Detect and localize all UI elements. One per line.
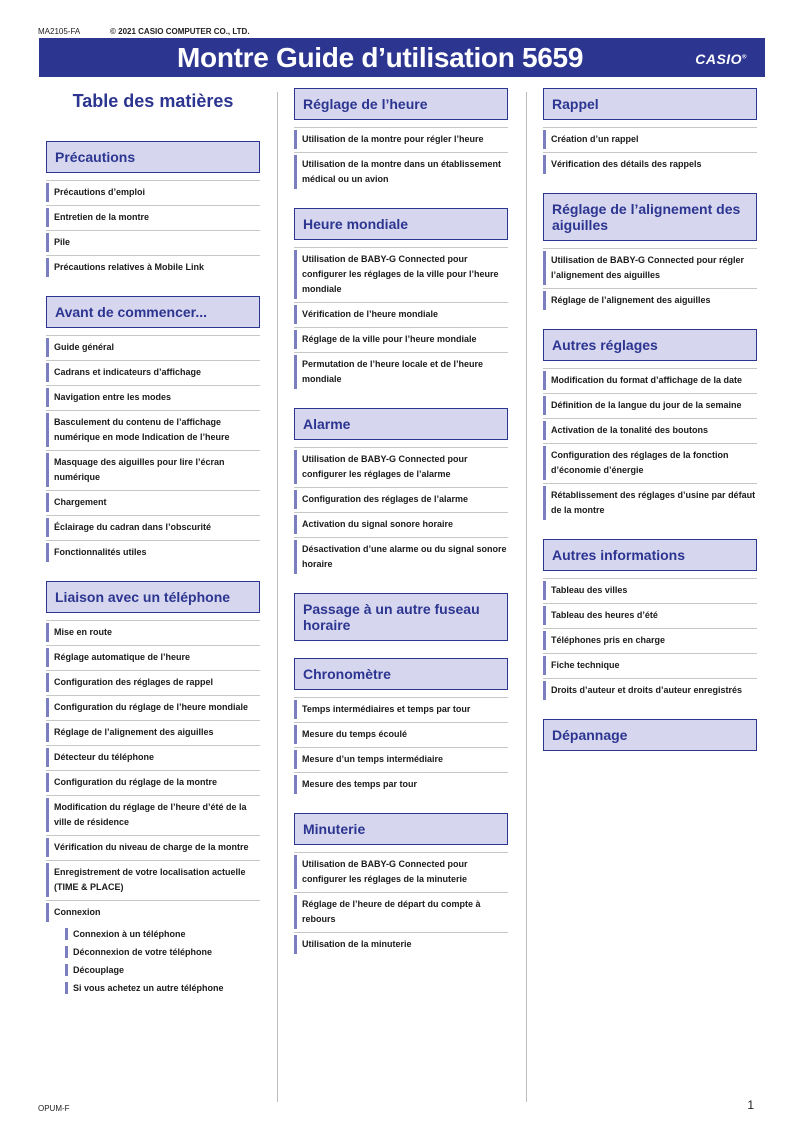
item-marker xyxy=(46,338,49,357)
toc-link-label: Enregistrement de votre localisation actuelle (TIME & PLACE) xyxy=(54,867,246,892)
toc-link[interactable] xyxy=(46,860,260,899)
toc-link[interactable] xyxy=(294,697,508,721)
toc-link[interactable] xyxy=(294,722,508,746)
item-marker xyxy=(543,486,546,520)
item-marker xyxy=(46,623,49,642)
toc-link[interactable] xyxy=(46,335,260,359)
toc-link[interactable] xyxy=(46,410,260,449)
page-number: 1 xyxy=(747,1098,754,1112)
copyright-notice: © 2021 CASIO COMPUTER CO., LTD. xyxy=(110,27,250,36)
section-items xyxy=(543,578,757,702)
toc-link-label: Connexion xyxy=(54,907,101,917)
section-items xyxy=(294,852,508,956)
item-marker xyxy=(294,700,297,719)
toc-link-label: Basculement du contenu de l’affichage numérique en mode Indication de l’heure xyxy=(54,417,230,442)
toc-link[interactable] xyxy=(46,745,260,769)
section-heading-reglage-de-l-alignement-des-aiguilles[interactable]: Réglage de l’alignement des aiguilles xyxy=(543,193,757,241)
item-marker xyxy=(294,855,297,889)
toc-link[interactable] xyxy=(46,620,260,644)
toc-link[interactable] xyxy=(46,720,260,744)
subitem-marker xyxy=(65,964,68,976)
section-items xyxy=(46,335,260,564)
section-heading-heure-mondiale[interactable]: Heure mondiale xyxy=(294,208,508,240)
toc-link-label: Réglage de l’alignement des aiguilles xyxy=(551,295,711,305)
toc-link[interactable] xyxy=(46,180,260,204)
section-items xyxy=(543,127,757,176)
item-marker xyxy=(543,581,546,600)
item-marker xyxy=(46,698,49,717)
item-marker xyxy=(543,446,546,480)
toc-link[interactable] xyxy=(46,205,260,229)
toc-link-label: Réglage de l’heure de départ du compte à rebours xyxy=(302,899,481,924)
section-items xyxy=(543,368,757,522)
toc-link-label: Guide général xyxy=(54,342,115,352)
item-marker xyxy=(46,413,49,447)
toc-link[interactable] xyxy=(46,645,260,669)
toc-link[interactable] xyxy=(294,447,508,486)
item-marker xyxy=(46,493,49,512)
toc-link-label: Configuration du réglage de la montre xyxy=(54,777,218,787)
document-title: Montre Guide d’utilisation 5659 xyxy=(177,42,584,73)
item-marker xyxy=(46,233,49,252)
section-heading-passage-a-un-autre-fuseau-horaire[interactable]: Passage à un autre fuseau horaire xyxy=(294,593,508,641)
toc-link[interactable] xyxy=(294,247,508,301)
subitem-marker xyxy=(65,946,68,958)
section-heading-chronometre[interactable]: Chronomètre xyxy=(294,658,508,690)
item-marker xyxy=(46,838,49,857)
toc-link-label: Utilisation de BABY-G Connected pour configurer les réglages de la ville pour l’heure mondiale xyxy=(302,254,499,294)
toc-link-label: Réglage de la ville pour l’heure mondiale xyxy=(302,334,477,344)
toc-link[interactable] xyxy=(46,515,260,539)
toc-link-label: Vérification de l’heure mondiale xyxy=(302,309,439,319)
toc-link[interactable] xyxy=(294,352,508,391)
toc-link[interactable] xyxy=(543,393,757,417)
toc-link[interactable] xyxy=(46,360,260,384)
item-marker xyxy=(46,723,49,742)
section-heading-autres-informations[interactable]: Autres informations xyxy=(543,539,757,571)
item-marker xyxy=(294,355,297,389)
item-marker xyxy=(543,421,546,440)
registered-mark: ® xyxy=(742,54,747,61)
item-marker xyxy=(294,330,297,349)
toc-link-label: Utilisation de la minuterie xyxy=(302,939,412,949)
toc-link-label: Vérification du niveau de charge de la montre xyxy=(54,842,249,852)
item-marker xyxy=(543,681,546,700)
toc-link-label: Activation du signal sonore horaire xyxy=(302,519,454,529)
section-heading-precautions[interactable]: Précautions xyxy=(46,141,260,173)
item-marker xyxy=(543,291,546,310)
section-heading-alarme[interactable]: Alarme xyxy=(294,408,508,440)
item-marker xyxy=(543,606,546,625)
toc-link-label: Fonctionnalités utiles xyxy=(54,547,147,557)
toc-link[interactable] xyxy=(294,932,508,956)
toc-link[interactable] xyxy=(46,795,260,834)
item-marker xyxy=(294,155,297,189)
section-heading-autres-reglages[interactable]: Autres réglages xyxy=(543,329,757,361)
toc-link[interactable] xyxy=(46,695,260,719)
toc-link-label: Entretien de la montre xyxy=(54,212,150,222)
toc-link[interactable] xyxy=(46,450,260,489)
item-marker xyxy=(543,130,546,149)
item-marker xyxy=(294,775,297,794)
toc-link-label: Précautions d’emploi xyxy=(54,187,146,197)
toc-link[interactable] xyxy=(46,835,260,859)
toc-link-label: Masquage des aiguilles pour lire l’écran numérique xyxy=(54,457,225,482)
section-items xyxy=(294,697,508,796)
item-marker xyxy=(46,183,49,202)
toc-link-label: Configuration des réglages de la fonction d’économie d’énergie xyxy=(551,450,729,475)
toc-link[interactable] xyxy=(46,490,260,514)
section-items xyxy=(294,247,508,391)
section-items xyxy=(46,180,260,279)
item-marker xyxy=(46,518,49,537)
toc-sublink-label: Si vous achetez un autre téléphone xyxy=(73,983,224,993)
toc-link-label: Droits d’auteur et droits d’auteur enregistrés xyxy=(551,685,743,695)
section-items xyxy=(294,447,508,576)
toc-link-label: Navigation entre les modes xyxy=(54,392,172,402)
toc-link-label: Pile xyxy=(54,237,71,247)
toc-link-label: Tableau des villes xyxy=(551,585,628,595)
section-heading-reglage-de-l-heure[interactable]: Réglage de l’heure xyxy=(294,88,508,120)
toc-link-label: Définition de la langue du jour de la semaine xyxy=(551,400,742,410)
toc-link[interactable] xyxy=(294,747,508,771)
toc-link[interactable] xyxy=(543,152,757,176)
item-marker xyxy=(294,935,297,954)
item-marker xyxy=(294,515,297,534)
toc-column-2 xyxy=(294,88,508,973)
item-marker xyxy=(46,363,49,382)
toc-link[interactable] xyxy=(294,127,508,151)
toc-link[interactable] xyxy=(543,368,757,392)
toc-link[interactable] xyxy=(294,302,508,326)
item-marker xyxy=(46,863,49,897)
toc-link-label: Utilisation de BABY-G Connected pour configurer les réglages de la minuterie xyxy=(302,859,468,884)
item-marker xyxy=(294,250,297,299)
item-marker xyxy=(46,648,49,667)
toc-sublink[interactable] xyxy=(46,943,260,961)
toc-sublink[interactable] xyxy=(46,925,260,943)
item-marker xyxy=(294,130,297,149)
toc-link[interactable] xyxy=(46,230,260,254)
item-marker xyxy=(294,725,297,744)
toc-link[interactable] xyxy=(543,678,757,702)
item-marker xyxy=(543,371,546,390)
column-divider xyxy=(277,92,278,1102)
toc-link-label: Activation de la tonalité des boutons xyxy=(551,425,709,435)
toc-link[interactable] xyxy=(46,255,260,279)
section-heading-rappel[interactable]: Rappel xyxy=(543,88,757,120)
item-marker xyxy=(46,453,49,487)
toc-title: Table des matières xyxy=(72,91,234,111)
item-marker xyxy=(294,305,297,324)
title-banner xyxy=(39,38,765,77)
item-marker xyxy=(294,540,297,574)
toc-link-label: Tableau des heures d’été xyxy=(551,610,658,620)
toc-link-label: Fiche technique xyxy=(551,660,620,670)
item-marker xyxy=(543,656,546,675)
section-items xyxy=(294,127,508,191)
toc-link-label: Mesure des temps par tour xyxy=(302,779,418,789)
toc-link[interactable] xyxy=(46,670,260,694)
item-marker xyxy=(46,673,49,692)
item-marker xyxy=(46,388,49,407)
toc-link-label: Utilisation de la montre pour régler l’heure xyxy=(302,134,484,144)
toc-link[interactable] xyxy=(543,288,757,312)
toc-link-label: Utilisation de BABY-G Connected pour régler l’alignement des aiguilles xyxy=(551,255,745,280)
section-heading-minuterie[interactable]: Minuterie xyxy=(294,813,508,845)
section-items xyxy=(46,620,260,997)
toc-sublink[interactable] xyxy=(46,979,260,997)
section-heading-depannage[interactable]: Dépannage xyxy=(543,719,757,751)
item-marker xyxy=(294,490,297,509)
toc-link[interactable] xyxy=(294,512,508,536)
toc-link[interactable] xyxy=(543,483,757,522)
toc-link[interactable] xyxy=(46,540,260,564)
toc-link-label: Précautions relatives à Mobile Link xyxy=(54,262,205,272)
toc-link[interactable] xyxy=(294,152,508,191)
toc-link-label: Cadrans et indicateurs d’affichage xyxy=(54,367,202,377)
toc-link-label: Réglage de l’alignement des aiguilles xyxy=(54,727,214,737)
logo-text: CASIO xyxy=(695,51,743,67)
subitem-marker xyxy=(65,928,68,940)
document-code: MA2105-FA xyxy=(38,27,81,36)
toc-link-label: Éclairage du cadran dans l’obscurité xyxy=(54,522,212,532)
toc-link-label: Mise en route xyxy=(54,627,113,637)
toc-sublink-label: Connexion à un téléphone xyxy=(73,929,186,939)
toc-link[interactable] xyxy=(543,603,757,627)
toc-link[interactable] xyxy=(294,772,508,796)
item-marker xyxy=(294,450,297,484)
toc-link-label: Création d’un rappel xyxy=(551,134,639,144)
toc-link[interactable] xyxy=(543,248,757,287)
toc-link[interactable] xyxy=(294,327,508,351)
toc-sublink-label: Déconnexion de votre téléphone xyxy=(73,947,213,957)
column-divider xyxy=(526,92,527,1102)
subitem-marker xyxy=(65,982,68,994)
toc-link[interactable] xyxy=(543,443,757,482)
toc-link[interactable] xyxy=(294,852,508,891)
toc-link-label: Rétablissement des réglages d’usine par défaut de la montre xyxy=(551,490,756,515)
toc-link-label: Modification du format d’affichage de la date xyxy=(551,375,743,385)
toc-link[interactable] xyxy=(294,537,508,576)
item-marker xyxy=(543,631,546,650)
toc-sublink[interactable] xyxy=(46,961,260,979)
item-marker xyxy=(543,155,546,174)
toc-sublink-label: Découplage xyxy=(73,965,125,975)
toc-column-1 xyxy=(46,88,260,1014)
item-marker xyxy=(46,258,49,277)
item-marker xyxy=(294,895,297,929)
toc-link-label: Permutation de l’heure locale et de l’heure mondiale xyxy=(302,359,484,384)
toc-link-label: Détecteur du téléphone xyxy=(54,752,155,762)
section-heading-liaison-avec-un-telephone[interactable]: Liaison avec un téléphone xyxy=(46,581,260,613)
toc-link-label: Temps intermédiaires et temps par tour xyxy=(302,704,471,714)
footer-code: OPUM-F xyxy=(38,1104,70,1113)
toc-link[interactable] xyxy=(543,418,757,442)
toc-column-3 xyxy=(543,88,757,768)
item-marker xyxy=(543,251,546,285)
toc-link-label: Modification du réglage de l’heure d’été de la ville de résidence xyxy=(54,802,247,827)
toc-link[interactable] xyxy=(46,385,260,409)
item-marker xyxy=(46,748,49,767)
toc-link[interactable] xyxy=(543,628,757,652)
item-marker xyxy=(46,798,49,832)
item-marker xyxy=(46,543,49,562)
section-heading-avant-de-commencer[interactable]: Avant de commencer... xyxy=(46,296,260,328)
item-marker xyxy=(294,750,297,769)
item-marker xyxy=(46,903,49,922)
toc-link-label: Vérification des détails des rappels xyxy=(551,159,702,169)
casio-logo xyxy=(695,51,747,67)
toc-link-label: Configuration des réglages de l’alarme xyxy=(302,494,469,504)
toc-link[interactable] xyxy=(294,487,508,511)
toc-link-label: Téléphones pris en charge xyxy=(551,635,666,645)
toc-link[interactable] xyxy=(46,770,260,794)
toc-link-label: Configuration des réglages de rappel xyxy=(54,677,214,687)
toc-link[interactable] xyxy=(46,900,260,924)
toc-link-label: Utilisation de la montre dans un établissement médical ou un avion xyxy=(302,159,502,184)
toc-link[interactable] xyxy=(543,127,757,151)
toc-link[interactable] xyxy=(543,653,757,677)
toc-link-label: Réglage automatique de l’heure xyxy=(54,652,191,662)
toc-link-label: Chargement xyxy=(54,497,107,507)
toc-link-label: Utilisation de BABY-G Connected pour configurer les réglages de l’alarme xyxy=(302,454,468,479)
toc-link-label: Désactivation d’une alarme ou du signal sonore horaire xyxy=(302,544,507,569)
section-items xyxy=(543,248,757,312)
toc-link[interactable] xyxy=(543,578,757,602)
item-marker xyxy=(46,208,49,227)
item-marker xyxy=(543,396,546,415)
toc-link[interactable] xyxy=(294,892,508,931)
item-marker xyxy=(46,773,49,792)
toc-link-label: Mesure du temps écoulé xyxy=(302,729,408,739)
toc-link-label: Mesure d’un temps intermédiaire xyxy=(302,754,444,764)
toc-link-label: Configuration du réglage de l’heure mondiale xyxy=(54,702,249,712)
